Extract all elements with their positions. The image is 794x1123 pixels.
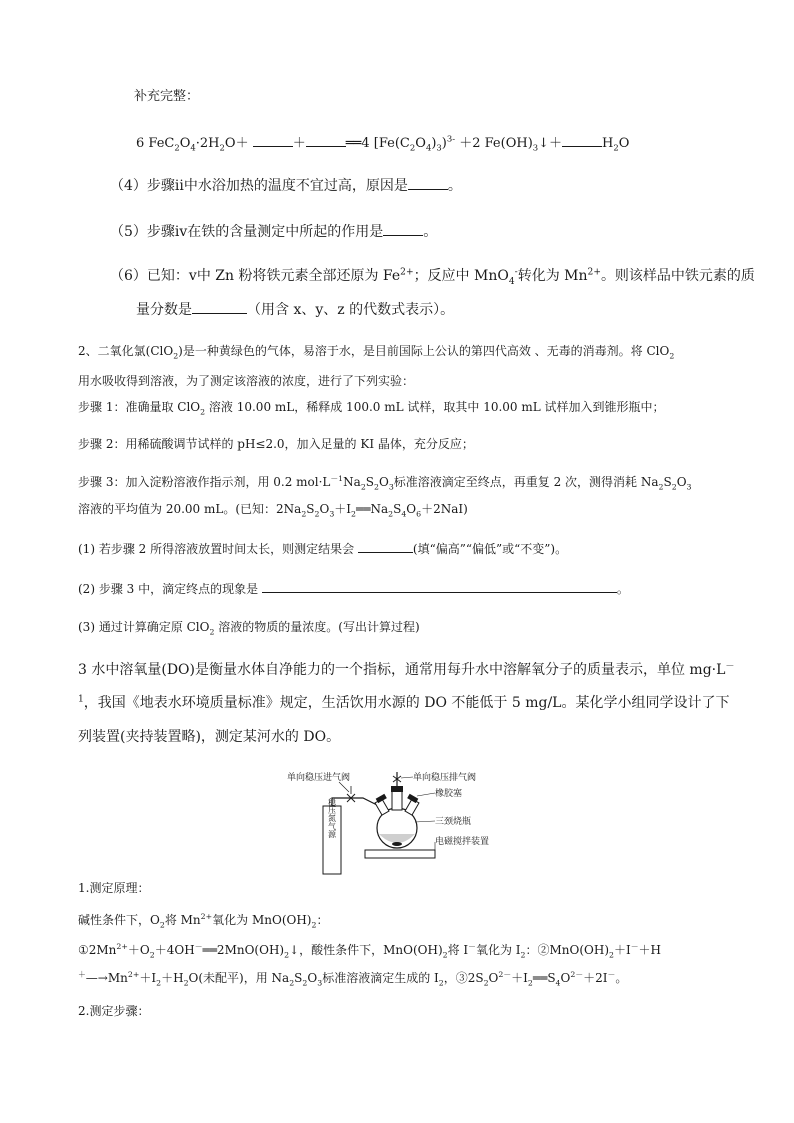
flask-label: 三颈烧瓶 bbox=[435, 817, 472, 827]
question-6-line-2: 量分数是 （用含 x、y、z 的代数式表示）。 bbox=[136, 302, 455, 318]
reaction-line-2: $^+—\to Mn^{2+}+I_2+H_2O$(未配平)，用 $Na_2S_2O_3$标准溶液滴定生成的 $I_2$，$③2S_2O^{2-}+I_2══S_4O^{2-}+2I^-$。 bbox=[78, 970, 628, 988]
stopper-label: 橡胶塞 bbox=[435, 789, 463, 799]
question-6: （6）已知：ⅴ中 Zn 粉将铁元素全部还原为 $Fe^{2+}$；反应中 MnO$_4$-转化为 $Mn^{2+}$。则该样品中铁元素的质 bbox=[110, 267, 755, 287]
step-1: 步骤 1：准确量取 ClO$_2$ 溶液 10.00 mL，稀释成 100.0 mL 试样，取其中 10.00 mL 试样加入到锥形瓶中； bbox=[78, 400, 665, 417]
answer-blank-p2-q1[interactable] bbox=[358, 540, 413, 553]
problem-2-q3: (3) 通过计算确定原 ClO$_2$ 溶液的物质的量浓度。(写出计算过程) bbox=[78, 620, 420, 637]
equation-blank-1[interactable] bbox=[253, 134, 293, 147]
problem-3-intro: 3 水中溶氧量(DO)是衡量水体自净能力的一个指标，通常用每升水中溶解氧分子的质量表示，单位 mg·L－ bbox=[78, 661, 735, 678]
question-5: （5）步骤ⅳ在铁的含量测定中所起的作用是 。 bbox=[110, 224, 438, 240]
step-3: 步骤 3：加入淀粉溶液作指示剂，用 0.2 $mol\cdot L^{-1}Na_2S_2O_3$标准溶液滴定至终点，再重复 2 次，测得消耗 $Na_2S_2O_3$ bbox=[78, 474, 692, 492]
answer-blank-q6[interactable] bbox=[192, 301, 247, 314]
lead-text: 补充完整： bbox=[134, 89, 200, 104]
equation-line: 6 $FeC_2O_4\cdot 2H_2O+$ ＋ ══4 $[Fe(C_2O_4)_3)^{3-} +2$ $Fe(OH)_3↓+ H_2O$ bbox=[136, 133, 630, 153]
answer-blank-q5[interactable] bbox=[383, 223, 423, 236]
principle-line-1: 碱性条件下，$O_2$将 $Mn^{2+}$氧化为 $MnO(OH)_2$： bbox=[78, 912, 329, 930]
magnetic-stirrer bbox=[365, 850, 435, 858]
rubber-stopper bbox=[391, 786, 403, 792]
stir-bar bbox=[392, 842, 402, 846]
reaction-line-1: $①2Mn^{2+}+O_2+4OH^-══2MnO(OH)_2↓$，酸性条件下，$MnO(OH)_2$将 I－氧化为 $I_2$：$②MnO(OH)_2+I^-+H$ bbox=[78, 942, 662, 960]
problem-3-intro-3: 列装置(夹持装置略)，测定某河水的 DO。 bbox=[78, 729, 341, 745]
problem-3-intro-2: $^1$，我国《地表水环境质量标准》规定，生活饮用水源的 DO 不能低于 5 mg/L。某化学小组同学设计了下 bbox=[78, 694, 730, 711]
step-2: 步骤 2：用稀硫酸调节试样的 pH≤2.0，加入足量的 KI 晶体，充分反应； bbox=[78, 437, 474, 451]
section-principle-heading: 1.测定原理： bbox=[78, 881, 150, 895]
problem-2-intro: 2、二氧化氯(ClO$_2$)是一种黄绿色的气体，易溶于水，是目前国际上公认的第四代高效 、无毒的消毒剂。将 ClO$_2$ bbox=[78, 344, 675, 361]
inlet-valve-label: 单向稳压进气阀 bbox=[287, 773, 351, 783]
answer-blank-q4[interactable] bbox=[408, 177, 448, 190]
equation-blank-3[interactable] bbox=[562, 134, 602, 147]
problem-2-intro-2: 用水吸收得到溶液，为了测定该溶液的浓度，进行了下列实验： bbox=[78, 374, 415, 388]
apparatus-diagram bbox=[285, 768, 515, 876]
stirrer-label: 电磁搅拌装置 bbox=[435, 837, 490, 847]
equation-blank-2[interactable] bbox=[306, 134, 346, 147]
outlet-valve-label: 单向稳压排气阀 bbox=[413, 773, 477, 783]
problem-2-q2: (2) 步骤 3 中，滴定终点的现象是 。 bbox=[78, 582, 629, 596]
answer-blank-p2-q2[interactable] bbox=[262, 580, 617, 593]
problem-2-q1: (1) 若步骤 2 所得溶液放置时间太长，则测定结果会 (填“偏高”“偏低”或“不变”)。 bbox=[78, 542, 568, 556]
gas-source-label: 稳压氮气源 bbox=[327, 798, 337, 838]
step-3-line-2: 溶液的平均值为 20.00 mL。(已知：$2Na_2S_2O_3+I_2══Na_2S_4O_6+2NaI$) bbox=[78, 502, 468, 519]
question-4: （4）步骤ⅱ中水浴加热的温度不宜过高，原因是 。 bbox=[110, 178, 462, 194]
section-steps-heading: 2.测定步骤： bbox=[78, 1004, 150, 1018]
